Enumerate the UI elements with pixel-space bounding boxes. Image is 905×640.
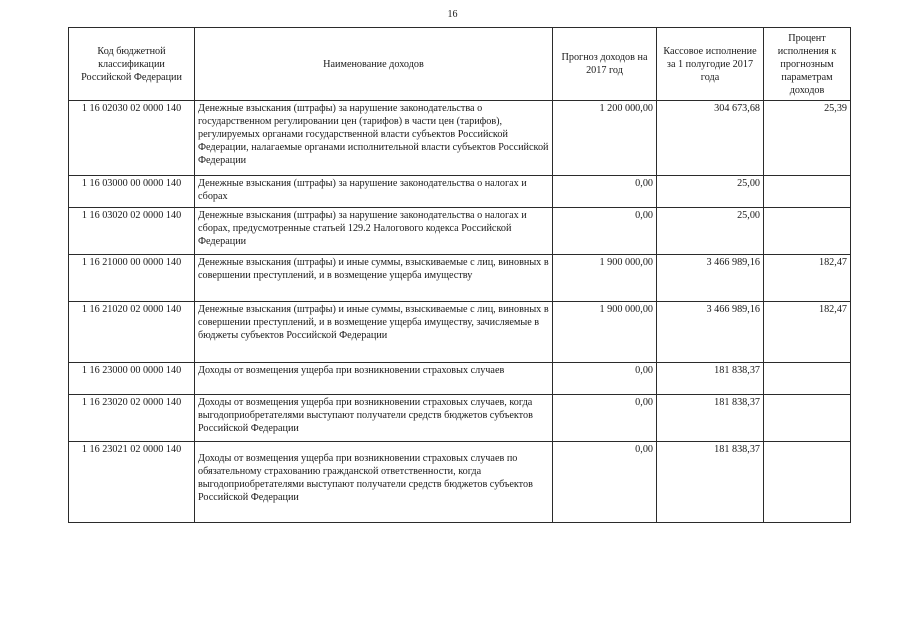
cell-forecast: 0,00: [553, 442, 657, 523]
cell-name: Доходы от возмещения ущерба при возникновении страховых случаев: [195, 363, 553, 395]
cell-name: Денежные взыскания (штрафы) за нарушение законодательства о налогах и сборах, предусмотренные статьей 129.2 Налогового кодекса Российской Федерации: [195, 208, 553, 255]
cell-forecast: 0,00: [553, 208, 657, 255]
cell-percent: 182,47: [764, 255, 851, 302]
cell-execution: 3 466 989,16: [657, 255, 764, 302]
page-number: 16: [447, 9, 458, 20]
cell-forecast: 1 200 000,00: [553, 101, 657, 176]
table-row: [69, 101, 851, 176]
cell-name: Денежные взыскания (штрафы) за нарушение законодательства о налогах и сборах: [195, 176, 553, 208]
cell-execution: 304 673,68: [657, 101, 764, 176]
cell-code: 1 16 03000 00 0000 140: [69, 176, 195, 208]
cell-code: 1 16 23021 02 0000 140: [69, 442, 195, 523]
cell-execution: 3 466 989,16: [657, 302, 764, 363]
cell-code: 1 16 21000 00 0000 140: [69, 255, 195, 302]
cell-code: 1 16 21020 02 0000 140: [69, 302, 195, 363]
header-forecast: Прогноз доходов на 2017 год: [553, 28, 657, 101]
table-row: [69, 442, 851, 523]
cell-execution: 181 838,37: [657, 395, 764, 442]
cell-percent: [764, 176, 851, 208]
cell-name: Денежные взыскания (штрафы) и иные суммы, взыскиваемые с лиц, виновных в совершении преступлений, и в возмещение ущерба имуществу: [195, 255, 553, 302]
cell-code: 1 16 03020 02 0000 140: [69, 208, 195, 255]
table-row: [69, 176, 851, 208]
cell-code: 1 16 23020 02 0000 140: [69, 395, 195, 442]
cell-forecast: 1 900 000,00: [553, 302, 657, 363]
table-row: [69, 363, 851, 395]
table-row: [69, 255, 851, 302]
header-code: Код бюджетной классификации Российской Федерации: [69, 28, 195, 101]
cell-execution: 25,00: [657, 208, 764, 255]
cell-code: 1 16 02030 02 0000 140: [69, 101, 195, 176]
cell-percent: [764, 442, 851, 523]
cell-percent: [764, 395, 851, 442]
cell-forecast: 0,00: [553, 176, 657, 208]
cell-code: 1 16 23000 00 0000 140: [69, 363, 195, 395]
cell-forecast: 0,00: [553, 395, 657, 442]
cell-execution: 181 838,37: [657, 363, 764, 395]
budget-revenue-table: [68, 27, 851, 523]
header-execution: Кассовое исполнение за 1 полугодие 2017 года: [657, 28, 764, 101]
cell-execution: 181 838,37: [657, 442, 764, 523]
cell-percent: [764, 208, 851, 255]
cell-forecast: 1 900 000,00: [553, 255, 657, 302]
table-row: [69, 395, 851, 442]
table-row: [69, 302, 851, 363]
table-header-row: [69, 28, 851, 101]
cell-name: Доходы от возмещения ущерба при возникновении страховых случаев по обязательному страхованию гражданской ответственности, когда выгодоприобретателями выступают получатели средств бюджетов субъектов Российской Федерации: [195, 442, 553, 523]
cell-percent: 182,47: [764, 302, 851, 363]
cell-forecast: 0,00: [553, 363, 657, 395]
cell-name: Денежные взыскания (штрафы) за нарушение законодательства о государственном регулировании цен (тарифов) в части цен (тарифов), регулируемых органами государственной власти субъектов Российской Федерации, налагаемые органами исполнительной власти субъектов Российской Федерации: [195, 101, 553, 176]
table-row: [69, 208, 851, 255]
cell-name: Денежные взыскания (штрафы) и иные суммы, взыскиваемые с лиц, виновных в совершении преступлений, и в возмещение ущерба имуществу, зачисляемые в бюджеты субъектов Российской Федерации: [195, 302, 553, 363]
header-percent: Процент исполнения к прогнозным параметрам доходов: [764, 28, 851, 101]
cell-percent: [764, 363, 851, 395]
header-name: Наименование доходов: [195, 28, 553, 101]
cell-percent: 25,39: [764, 101, 851, 176]
cell-execution: 25,00: [657, 176, 764, 208]
cell-name: Доходы от возмещения ущерба при возникновении страховых случаев, когда выгодоприобретателями выступают получатели средств бюджетов субъектов Российской Федерации: [195, 395, 553, 442]
